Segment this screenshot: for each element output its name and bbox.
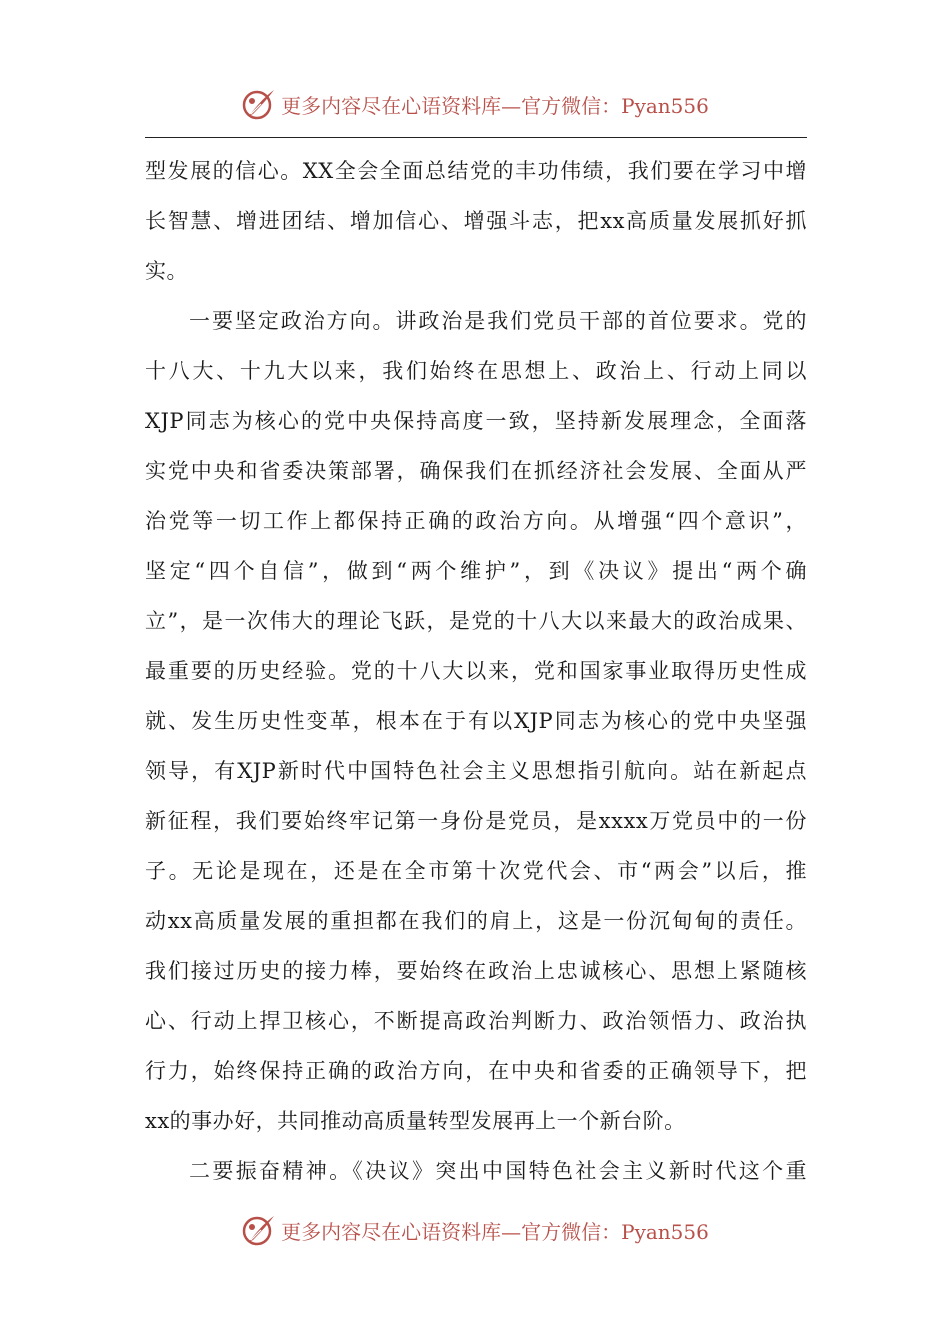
body-line: 长智慧、增进团结、增加信心、增强斗志，把xx高质量发展抓好抓	[145, 209, 807, 233]
body-line: 子。无论是现在，还是在全市第十次党代会、市“两会”以后，推	[145, 859, 807, 883]
body-line: 最重要的历史经验。党的十八大以来，党和国家事业取得历史性成	[145, 659, 807, 683]
header-divider	[145, 137, 807, 138]
body-line: xx的事办好，共同推动高质量转型发展再上一个新台阶。	[145, 1109, 686, 1133]
footer-banner-text: 更多内容尽在心语资料库—官方微信：Pyan556	[281, 1219, 709, 1244]
body-line: 实。	[145, 259, 188, 283]
body-line: 型发展的信心。XX全会全面总结党的丰功伟绩，我们要在学习中增	[145, 159, 807, 183]
body-line: 十八大、十九大以来，我们始终在思想上、政治上、行动上同以	[145, 359, 807, 383]
body-line: 立”，是一次伟大的理论飞跃，是党的十八大以来最大的政治成果、	[145, 609, 807, 633]
body-line: 新征程，我们要始终牢记第一身份是党员，是xxxx万党员中的一份	[145, 809, 807, 833]
feather-pen-logo-icon	[241, 86, 277, 122]
body-line: 动xx高质量发展的重担都在我们的肩上，这是一份沉甸甸的责任。	[145, 909, 807, 933]
paragraph-start-line: 一要坚定政治方向。讲政治是我们党员干部的首位要求。党的	[189, 309, 807, 333]
paragraph-start-line: 二要振奋精神。《决议》突出中国特色社会主义新时代这个重	[189, 1159, 807, 1183]
header-banner	[0, 82, 950, 126]
body-line: 心、行动上捍卫核心，不断提高政治判断力、政治领悟力、政治执	[145, 1009, 807, 1033]
body-line: 就、发生历史性变革，根本在于有以XJP同志为核心的党中央坚强	[145, 709, 807, 733]
header-banner-text: 更多内容尽在心语资料库—官方微信：Pyan556	[281, 93, 709, 118]
body-line: 领导，有XJP新时代中国特色社会主义思想指引航向。站在新起点	[145, 759, 807, 783]
document-body	[145, 146, 807, 1196]
body-line: 行力，始终保持正确的政治方向，在中央和省委的正确领导下，把	[145, 1059, 807, 1083]
body-line: 坚定“四个自信”，做到“两个维护”，到《决议》提出“两个确	[145, 559, 807, 583]
body-line: XJP同志为核心的党中央保持高度一致，坚持新发展理念，全面落	[145, 409, 807, 433]
footer-banner	[0, 1208, 950, 1252]
body-line: 我们接过历史的接力棒，要始终在政治上忠诚核心、思想上紧随核	[145, 959, 807, 983]
body-line: 治党等一切工作上都保持正确的政治方向。从增强“四个意识”，	[145, 509, 807, 533]
body-line: 实党中央和省委决策部署，确保我们在抓经济社会发展、全面从严	[145, 459, 807, 483]
feather-pen-logo-icon	[241, 1212, 277, 1248]
